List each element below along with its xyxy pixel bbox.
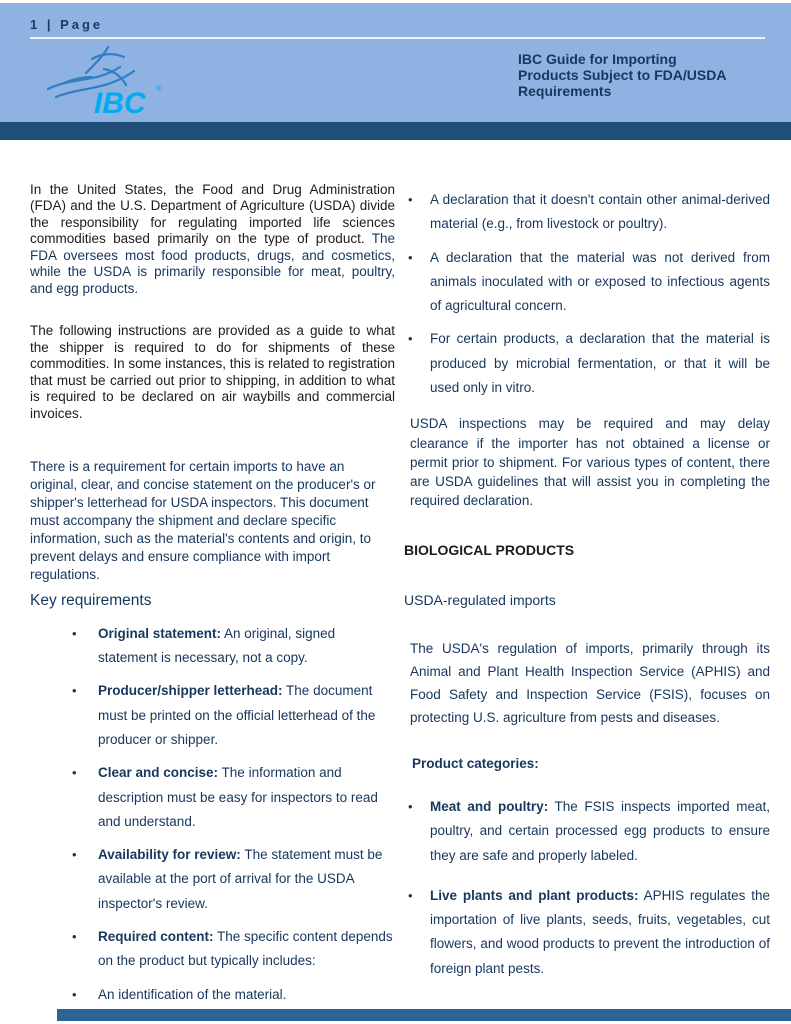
biological-products-heading: BIOLOGICAL PRODUCTS [404,542,575,559]
bullet-text: A declaration that it doesn't contain other animal-derived material (e.g., from livestock or poultry). [430,192,770,232]
list-item [30,843,395,916]
header-divider-bar [0,122,791,140]
bullet-text: An original, signed statement is necessary, not a copy. [98,625,336,666]
product-categories-list [404,795,770,981]
list-item [30,679,395,752]
bullet-icon [72,622,98,671]
bullet-icon [408,327,430,400]
left-column [30,182,395,1016]
list-item [30,983,395,1007]
list-item [30,622,395,671]
document-title [518,52,758,100]
bullet-icon [72,983,98,1007]
bullet-lead: Required content: [98,929,214,945]
bullet-lead: Producer/shipper letterhead: [98,683,283,699]
document-title-line3: Requirements [518,82,612,99]
bullet-text: The specific content depends on the product but typically includes: [98,929,393,969]
header-band [0,3,791,122]
bullet-text: The FSIS inspects imported meat, poultry, and certain processed egg products to ensure they are safe and properly labeled. [430,798,770,863]
declarations-list [404,188,770,400]
ibc-logo-text: IBC [94,87,146,120]
document-title-line1: IBC Guide for Importing [518,51,677,67]
list-item [30,925,395,974]
list-item [404,795,770,868]
list-item [404,884,770,981]
bullet-text: The document must be printed on the official letterhead of the producer or shipper. [98,683,376,747]
right-column [404,188,770,997]
bullet-lead: Live plants and plant products: [430,887,639,903]
list-item [30,761,395,834]
ibc-logo-registered-mark: ® [156,84,162,93]
key-requirements-heading: Key requirements [30,591,152,609]
document-title-line2: Products Subject to FDA/USDA [518,66,727,83]
list-item [404,246,770,319]
bullet-icon [72,761,98,834]
product-categories-label: Product categories: [412,755,539,771]
bullet-text: The statement must be available at the port of arrival for the USDA inspector's review. [98,847,383,911]
key-requirements-list [30,622,395,1007]
bullet-icon [72,925,98,974]
bullet-text: An identification of the material. [98,986,287,1002]
bullet-text: For certain products, a declaration that the material is produced by microbial fermentation, or that it will be used only in vitro. [430,331,770,396]
list-item [404,188,770,237]
list-item [404,327,770,400]
bullet-icon [72,843,98,916]
bullet-icon [408,795,430,868]
bullet-lead: Availability for review: [98,847,241,863]
page-number-rule [30,37,765,39]
ibc-runner-icon [34,43,166,121]
usda-inspections-paragraph: USDA inspections may be required and may delay clearance if the importer has not obtained a license or permit prior to shipment. For various types of content, there are USDA guidelines that will assist you in completing the required declaration. [410,416,770,508]
bullet-lead: Original statement: [98,625,222,641]
usda-regulated-imports-subheading: USDA-regulated imports [404,592,556,609]
intro-paragraph-blue-part: The FDA oversees most food products, drugs, and cosmetics, while the USDA is primarily responsible for meat, poultry, and egg products. [30,231,395,296]
instructions-paragraph: The following instructions are provided as a guide to what the shipper is required to do for shipments of these commodities. In some instances, this is related to registration that must be carried out prior to shipping, in addition to what is required to be declared on air waybills and commercial invoices. [30,323,395,421]
bullet-text: The information and description must be easy for inspectors to read and understand. [98,765,378,829]
intro-paragraph-black-part: In the United States, the Food and Drug Administration (FDA) and the U.S. Department of Agriculture (USDA) divide the responsibility for regulating imported life sciences commodities based primarily on the type of product. [30,182,395,247]
page-number: 1 | Page [30,17,104,32]
bullet-icon [408,884,430,981]
bullet-lead: Meat and poultry: [430,798,549,814]
next-page-header-strip [57,1009,791,1021]
bullet-text: A declaration that the material was not derived from animals inoculated with or exposed to infectious agents of agricultural concern. [430,249,770,314]
bullet-icon [72,679,98,752]
bullet-text: APHIS regulates the importation of live plants, seeds, fruits, vegetables, cut flowers, and wood products to prevent the introduction of foreign plant pests. [430,887,770,976]
ibc-logo [34,43,166,121]
usda-regulation-paragraph: The USDA's regulation of imports, primarily through its Animal and Plant Health Inspection Service (APHIS) and Food Safety and Inspection Service (FSIS), focuses on protecting U.S. agriculture from pests and diseases. [410,641,770,725]
bullet-icon [408,246,430,319]
intro-paragraph [30,182,395,297]
bullet-icon [408,188,430,237]
bullet-lead: Clear and concise: [98,765,219,781]
requirement-statement-paragraph: There is a requirement for certain imports to have an original, clear, and concise statement on the producer's or shipper's letterhead for USDA inspectors. This document must accompany the shipment and declare specific information, such as the material's contents and origin, to prevent delays and ensure compliance with import regulations. [30,459,376,582]
